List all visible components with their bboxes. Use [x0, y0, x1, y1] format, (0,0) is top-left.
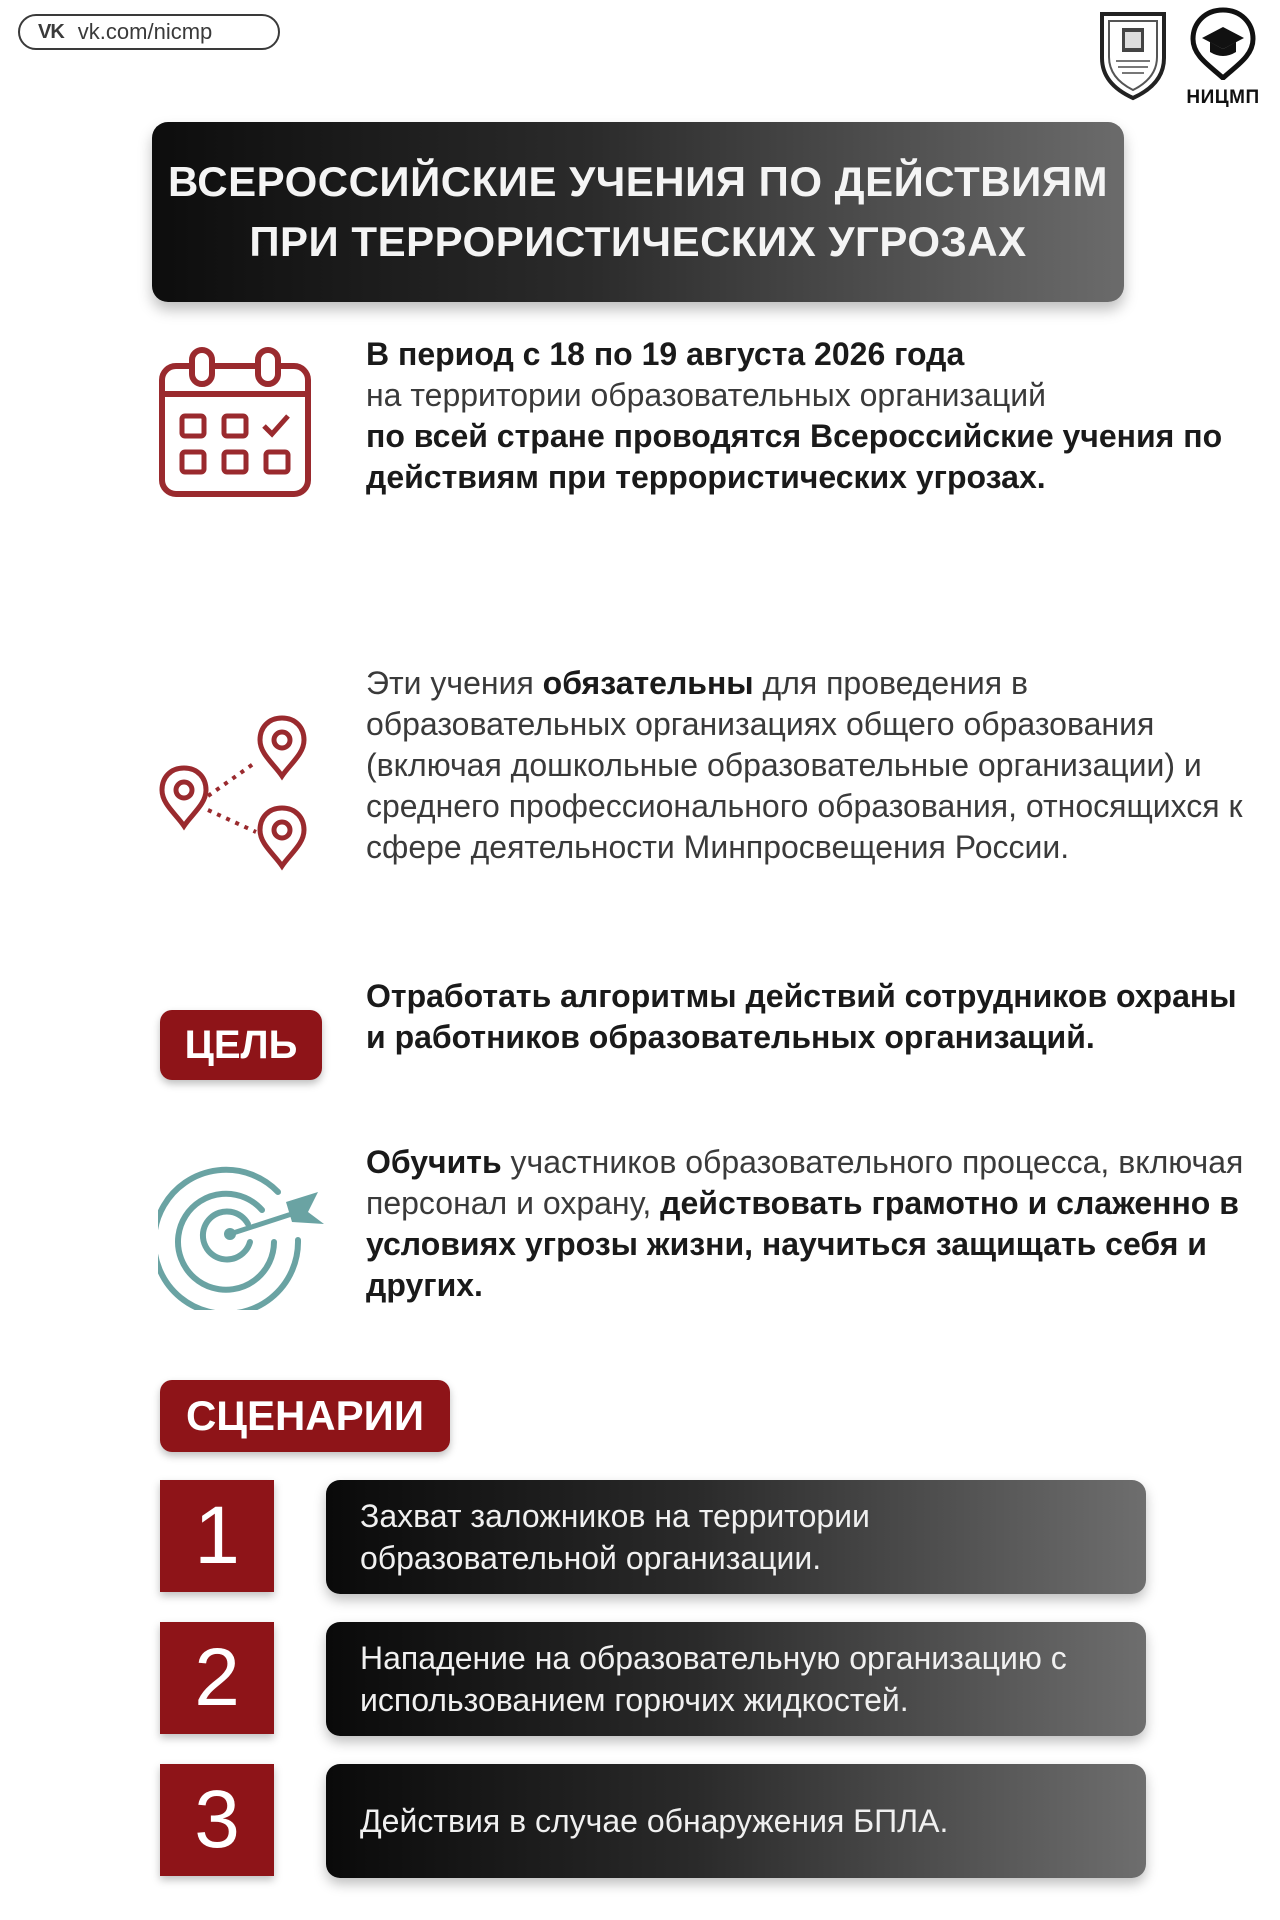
title-banner: [152, 122, 1124, 302]
shield-emblem-icon: [1096, 6, 1170, 102]
mandatory-intro: Эти учения: [366, 665, 543, 701]
scenario-card-3: [326, 1764, 1146, 1878]
mandatory-word: обязательны: [542, 665, 754, 701]
train-middle: участников образовательного процесса, включая персонал и охрану,: [366, 1144, 1244, 1221]
scenario-text-2: Нападение на образовательную организацию с использованием горючих жидкостей.: [360, 1640, 1067, 1718]
vk-link[interactable]: [18, 14, 280, 50]
scenario-text-1: Захват заложников на территории образовательной организации.: [360, 1498, 870, 1576]
location-pins-icon: [156, 714, 316, 879]
info-paragraph-dates: [366, 334, 1246, 498]
mandatory-rest: для проведения в образовательных организациях общего образования (включая дошкольные образовательные организации) и среднего профессионального образования, относящихся к сфере деятельности Минпросвещения России.: [366, 665, 1243, 865]
target-arrow-icon: [158, 1150, 328, 1315]
goal-badge: ЦЕЛЬ: [160, 1010, 322, 1080]
vk-url: vk.com/nicmp: [77, 19, 213, 44]
scenario-text-3: Действия в случае обнаружения БПЛА.: [360, 1803, 949, 1839]
scenarios-badge: СЦЕНАРИИ: [160, 1380, 450, 1452]
calendar-icon: [158, 346, 314, 505]
nicmp-label: НИЦМП: [1186, 87, 1260, 108]
train-paragraph: [366, 1142, 1246, 1306]
scenario-card-2: [326, 1622, 1146, 1736]
scenario-number-3: 3: [160, 1764, 274, 1876]
train-word: Обучить: [366, 1144, 502, 1180]
title-line-2: ПРИ ТЕРРОРИСТИЧЕСКИХ УГРОЗАХ: [249, 218, 1027, 265]
dates-text: В период с 18 по 19 августа 2026 года: [366, 336, 965, 372]
nicmp-logo: [1178, 6, 1268, 106]
scenario-number-1: 1: [160, 1480, 274, 1592]
territory-text: на территории образовательных организаций: [366, 377, 1047, 413]
vk-logo-icon: VK: [38, 20, 64, 43]
train-bold: действовать грамотно и слаженно в условиях угрозы жизни, научиться защищать себя и других.: [366, 1185, 1239, 1303]
info-paragraph-mandatory: [366, 663, 1246, 868]
graduation-pin-icon: [1188, 6, 1258, 80]
scenario-card-1: [326, 1480, 1146, 1594]
scenario-number-2: 2: [160, 1622, 274, 1734]
title-line-1: ВСЕРОССИЙСКИЕ УЧЕНИЯ ПО ДЕЙСТВИЯМ: [168, 158, 1108, 205]
nationwide-text: по всей стране проводятся Всероссийские учения по действиям при террористических угрозах.: [366, 418, 1223, 495]
goal-text: Отработать алгоритмы действий сотрудников охраны и работников образовательных организаций.: [366, 978, 1237, 1055]
